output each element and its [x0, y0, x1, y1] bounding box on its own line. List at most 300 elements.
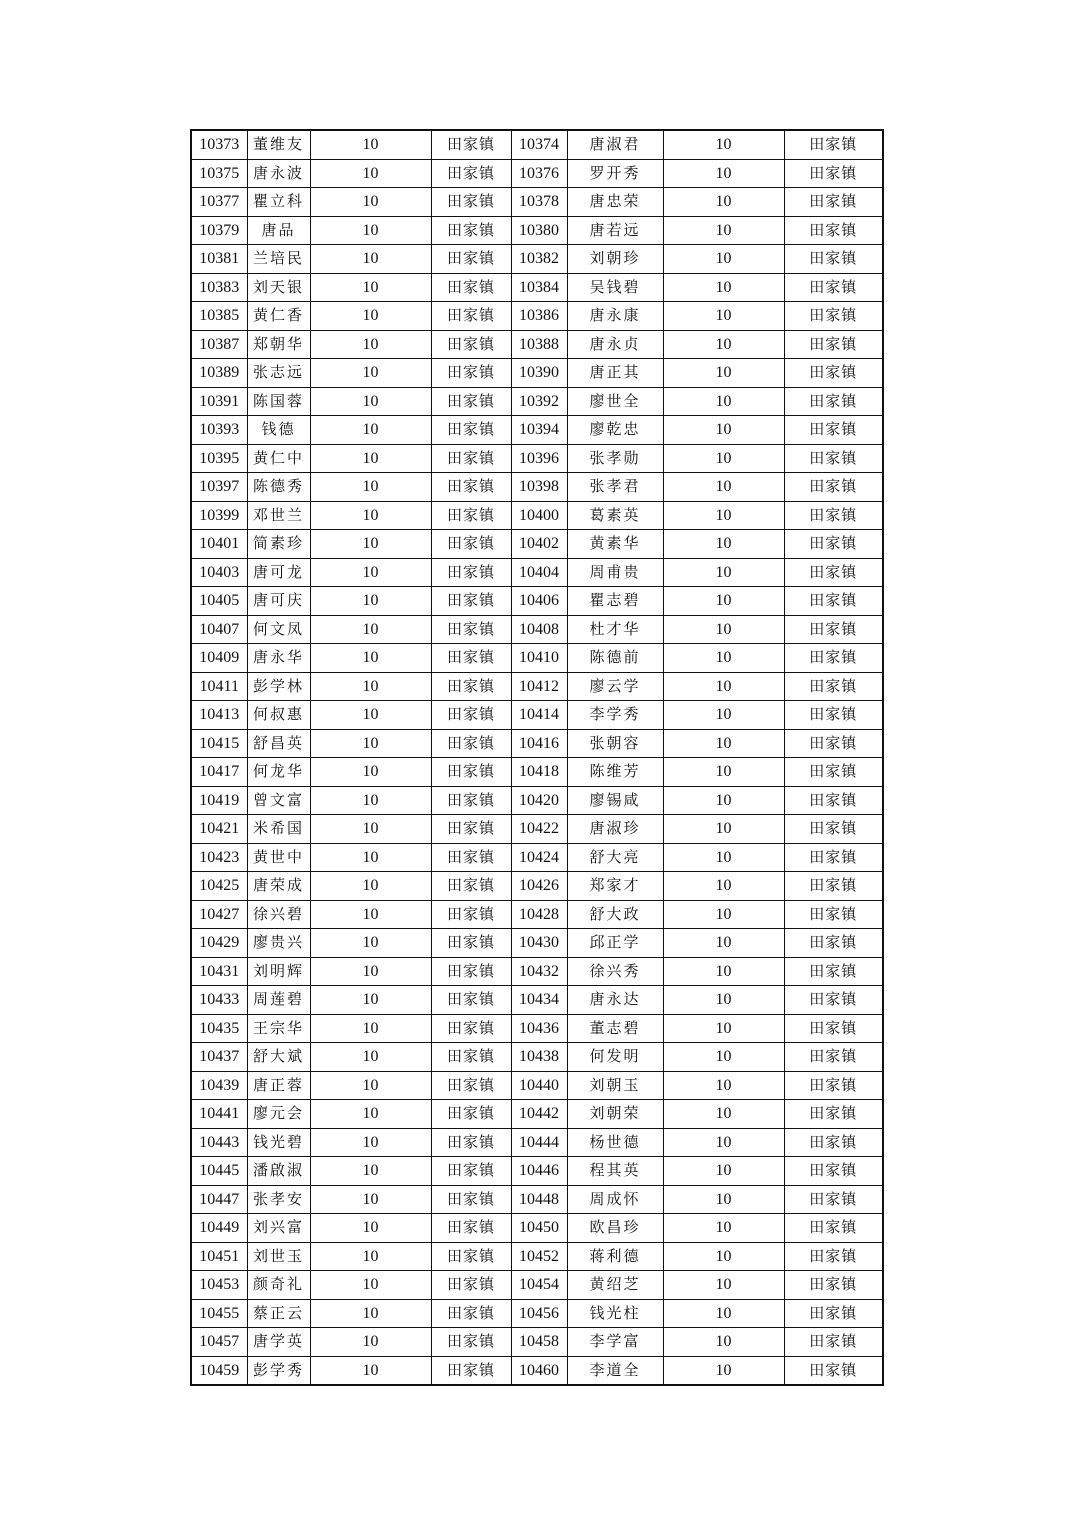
- count-value-cell: 10: [310, 359, 431, 388]
- record-id-cell: 10420: [511, 786, 567, 815]
- count-value-cell: 10: [663, 558, 784, 587]
- record-id-cell: 10374: [511, 130, 567, 159]
- table-row: [191, 1043, 883, 1072]
- table-row: [191, 1242, 883, 1271]
- person-name-cell: 颜奇礼: [247, 1271, 310, 1300]
- table-row: [191, 1100, 883, 1129]
- record-id-cell: 10459: [191, 1356, 247, 1385]
- person-name-cell: 黄仁香: [247, 302, 310, 331]
- table-row: [191, 1299, 883, 1328]
- record-id-cell: 10395: [191, 444, 247, 473]
- table-row: [191, 701, 883, 730]
- record-id-cell: 10423: [191, 843, 247, 872]
- table-row: [191, 1157, 883, 1186]
- town-name-cell: 田家镇: [784, 330, 883, 359]
- person-name-cell: 徐兴秀: [567, 957, 663, 986]
- count-value-cell: 10: [310, 957, 431, 986]
- person-name-cell: 廖贵兴: [247, 929, 310, 958]
- table-row: [191, 216, 883, 245]
- town-name-cell: 田家镇: [784, 1071, 883, 1100]
- town-name-cell: 田家镇: [784, 1014, 883, 1043]
- count-value-cell: 10: [310, 986, 431, 1015]
- count-value-cell: 10: [310, 1071, 431, 1100]
- person-name-cell: 李学富: [567, 1328, 663, 1357]
- person-name-cell: 徐兴碧: [247, 900, 310, 929]
- town-name-cell: 田家镇: [784, 957, 883, 986]
- person-name-cell: 何龙华: [247, 758, 310, 787]
- person-name-cell: 欧昌珍: [567, 1214, 663, 1243]
- count-value-cell: 10: [663, 701, 784, 730]
- record-id-cell: 10457: [191, 1328, 247, 1357]
- town-name-cell: 田家镇: [784, 615, 883, 644]
- person-name-cell: 廖云学: [567, 672, 663, 701]
- town-name-cell: 田家镇: [431, 929, 511, 958]
- person-name-cell: 杨世德: [567, 1128, 663, 1157]
- record-id-cell: 10445: [191, 1157, 247, 1186]
- person-name-cell: 黄世中: [247, 843, 310, 872]
- record-id-cell: 10421: [191, 815, 247, 844]
- count-value-cell: 10: [310, 1043, 431, 1072]
- record-id-cell: 10415: [191, 729, 247, 758]
- person-name-cell: 唐永波: [247, 159, 310, 188]
- town-name-cell: 田家镇: [431, 416, 511, 445]
- town-name-cell: 田家镇: [784, 387, 883, 416]
- count-value-cell: 10: [310, 530, 431, 559]
- town-name-cell: 田家镇: [784, 872, 883, 901]
- count-value-cell: 10: [310, 1185, 431, 1214]
- person-name-cell: 舒大斌: [247, 1043, 310, 1072]
- person-name-cell: 唐淑珍: [567, 815, 663, 844]
- record-id-cell: 10385: [191, 302, 247, 331]
- record-id-cell: 10390: [511, 359, 567, 388]
- record-id-cell: 10429: [191, 929, 247, 958]
- person-name-cell: 唐忠荣: [567, 188, 663, 217]
- table-row: [191, 444, 883, 473]
- record-id-cell: 10394: [511, 416, 567, 445]
- town-name-cell: 田家镇: [784, 1356, 883, 1385]
- record-id-cell: 10442: [511, 1100, 567, 1129]
- person-name-cell: 何文凤: [247, 615, 310, 644]
- roster-table: [190, 129, 884, 1386]
- person-name-cell: 瞿立科: [247, 188, 310, 217]
- count-value-cell: 10: [310, 130, 431, 159]
- town-name-cell: 田家镇: [784, 1128, 883, 1157]
- count-value-cell: 10: [663, 758, 784, 787]
- count-value-cell: 10: [310, 900, 431, 929]
- person-name-cell: 廖世全: [567, 387, 663, 416]
- record-id-cell: 10407: [191, 615, 247, 644]
- record-id-cell: 10416: [511, 729, 567, 758]
- town-name-cell: 田家镇: [784, 900, 883, 929]
- person-name-cell: 陈国蓉: [247, 387, 310, 416]
- person-name-cell: 周莲碧: [247, 986, 310, 1015]
- count-value-cell: 10: [310, 1356, 431, 1385]
- count-value-cell: 10: [310, 1242, 431, 1271]
- count-value-cell: 10: [310, 615, 431, 644]
- person-name-cell: 刘朝珍: [567, 245, 663, 274]
- count-value-cell: 10: [310, 1128, 431, 1157]
- count-value-cell: 10: [663, 387, 784, 416]
- town-name-cell: 田家镇: [431, 986, 511, 1015]
- town-name-cell: 田家镇: [431, 473, 511, 502]
- town-name-cell: 田家镇: [784, 530, 883, 559]
- count-value-cell: 10: [310, 701, 431, 730]
- count-value-cell: 10: [310, 159, 431, 188]
- record-id-cell: 10448: [511, 1185, 567, 1214]
- person-name-cell: 郑朝华: [247, 330, 310, 359]
- count-value-cell: 10: [663, 359, 784, 388]
- record-id-cell: 10437: [191, 1043, 247, 1072]
- person-name-cell: 陈维芳: [567, 758, 663, 787]
- record-id-cell: 10427: [191, 900, 247, 929]
- town-name-cell: 田家镇: [431, 330, 511, 359]
- town-name-cell: 田家镇: [784, 501, 883, 530]
- person-name-cell: 郑家才: [567, 872, 663, 901]
- town-name-cell: 田家镇: [784, 1043, 883, 1072]
- record-id-cell: 10458: [511, 1328, 567, 1357]
- person-name-cell: 唐若远: [567, 216, 663, 245]
- count-value-cell: 10: [310, 330, 431, 359]
- person-name-cell: 蒋利德: [567, 1242, 663, 1271]
- record-id-cell: 10400: [511, 501, 567, 530]
- table-row: [191, 245, 883, 274]
- record-id-cell: 10376: [511, 159, 567, 188]
- town-name-cell: 田家镇: [784, 1299, 883, 1328]
- person-name-cell: 刘天银: [247, 273, 310, 302]
- town-name-cell: 田家镇: [784, 1100, 883, 1129]
- town-name-cell: 田家镇: [784, 843, 883, 872]
- table-row: [191, 1214, 883, 1243]
- table-row: [191, 1328, 883, 1357]
- table-row: [191, 273, 883, 302]
- town-name-cell: 田家镇: [784, 1271, 883, 1300]
- person-name-cell: 何叔惠: [247, 701, 310, 730]
- record-id-cell: 10422: [511, 815, 567, 844]
- count-value-cell: 10: [663, 1157, 784, 1186]
- record-id-cell: 10375: [191, 159, 247, 188]
- town-name-cell: 田家镇: [431, 216, 511, 245]
- town-name-cell: 田家镇: [784, 672, 883, 701]
- record-id-cell: 10410: [511, 644, 567, 673]
- person-name-cell: 唐永贞: [567, 330, 663, 359]
- person-name-cell: 钱光柱: [567, 1299, 663, 1328]
- record-id-cell: 10443: [191, 1128, 247, 1157]
- table-row: [191, 387, 883, 416]
- town-name-cell: 田家镇: [784, 1214, 883, 1243]
- count-value-cell: 10: [663, 1014, 784, 1043]
- count-value-cell: 10: [663, 615, 784, 644]
- table-row: [191, 758, 883, 787]
- record-id-cell: 10399: [191, 501, 247, 530]
- count-value-cell: 10: [310, 729, 431, 758]
- record-id-cell: 10386: [511, 302, 567, 331]
- record-id-cell: 10440: [511, 1071, 567, 1100]
- record-id-cell: 10447: [191, 1185, 247, 1214]
- record-id-cell: 10393: [191, 416, 247, 445]
- record-id-cell: 10405: [191, 587, 247, 616]
- count-value-cell: 10: [663, 929, 784, 958]
- record-id-cell: 10389: [191, 359, 247, 388]
- table-row: [191, 929, 883, 958]
- count-value-cell: 10: [310, 1214, 431, 1243]
- town-name-cell: 田家镇: [431, 188, 511, 217]
- record-id-cell: 10397: [191, 473, 247, 502]
- town-name-cell: 田家镇: [431, 1014, 511, 1043]
- count-value-cell: 10: [663, 1356, 784, 1385]
- record-id-cell: 10391: [191, 387, 247, 416]
- table-row: [191, 359, 883, 388]
- town-name-cell: 田家镇: [431, 130, 511, 159]
- record-id-cell: 10383: [191, 273, 247, 302]
- record-id-cell: 10396: [511, 444, 567, 473]
- town-name-cell: 田家镇: [431, 615, 511, 644]
- person-name-cell: 刘朝玉: [567, 1071, 663, 1100]
- record-id-cell: 10435: [191, 1014, 247, 1043]
- record-id-cell: 10451: [191, 1242, 247, 1271]
- table-row: [191, 786, 883, 815]
- person-name-cell: 简素珍: [247, 530, 310, 559]
- person-name-cell: 唐学英: [247, 1328, 310, 1357]
- person-name-cell: 钱光碧: [247, 1128, 310, 1157]
- town-name-cell: 田家镇: [784, 245, 883, 274]
- town-name-cell: 田家镇: [431, 302, 511, 331]
- table-row: [191, 587, 883, 616]
- count-value-cell: 10: [663, 216, 784, 245]
- count-value-cell: 10: [310, 245, 431, 274]
- record-id-cell: 10431: [191, 957, 247, 986]
- person-name-cell: 唐正其: [567, 359, 663, 388]
- town-name-cell: 田家镇: [431, 273, 511, 302]
- town-name-cell: 田家镇: [431, 1271, 511, 1300]
- count-value-cell: 10: [663, 1242, 784, 1271]
- person-name-cell: 彭学林: [247, 672, 310, 701]
- count-value-cell: 10: [663, 729, 784, 758]
- record-id-cell: 10417: [191, 758, 247, 787]
- town-name-cell: 田家镇: [784, 130, 883, 159]
- town-name-cell: 田家镇: [431, 872, 511, 901]
- person-name-cell: 董维友: [247, 130, 310, 159]
- table-row: [191, 473, 883, 502]
- count-value-cell: 10: [663, 245, 784, 274]
- person-name-cell: 潘啟淑: [247, 1157, 310, 1186]
- town-name-cell: 田家镇: [431, 1157, 511, 1186]
- count-value-cell: 10: [310, 1271, 431, 1300]
- count-value-cell: 10: [310, 1100, 431, 1129]
- record-id-cell: 10398: [511, 473, 567, 502]
- record-id-cell: 10439: [191, 1071, 247, 1100]
- town-name-cell: 田家镇: [431, 843, 511, 872]
- count-value-cell: 10: [310, 216, 431, 245]
- person-name-cell: 黄素华: [567, 530, 663, 559]
- person-name-cell: 陈德前: [567, 644, 663, 673]
- town-name-cell: 田家镇: [431, 729, 511, 758]
- table-row: [191, 416, 883, 445]
- count-value-cell: 10: [663, 1185, 784, 1214]
- table-row: [191, 1014, 883, 1043]
- record-id-cell: 10387: [191, 330, 247, 359]
- town-name-cell: 田家镇: [784, 159, 883, 188]
- town-name-cell: 田家镇: [431, 1214, 511, 1243]
- town-name-cell: 田家镇: [784, 273, 883, 302]
- count-value-cell: 10: [663, 1071, 784, 1100]
- person-name-cell: 张朝容: [567, 729, 663, 758]
- record-id-cell: 10419: [191, 786, 247, 815]
- table-row: [191, 986, 883, 1015]
- record-id-cell: 10432: [511, 957, 567, 986]
- count-value-cell: 10: [663, 1328, 784, 1357]
- record-id-cell: 10384: [511, 273, 567, 302]
- town-name-cell: 田家镇: [431, 644, 511, 673]
- record-id-cell: 10392: [511, 387, 567, 416]
- table-row: [191, 900, 883, 929]
- count-value-cell: 10: [663, 843, 784, 872]
- count-value-cell: 10: [663, 530, 784, 559]
- town-name-cell: 田家镇: [784, 729, 883, 758]
- table-row: [191, 872, 883, 901]
- person-name-cell: 彭学秀: [247, 1356, 310, 1385]
- person-name-cell: 张孝勋: [567, 444, 663, 473]
- town-name-cell: 田家镇: [431, 1242, 511, 1271]
- count-value-cell: 10: [663, 1043, 784, 1072]
- town-name-cell: 田家镇: [784, 188, 883, 217]
- person-name-cell: 邱正学: [567, 929, 663, 958]
- town-name-cell: 田家镇: [431, 672, 511, 701]
- record-id-cell: 10438: [511, 1043, 567, 1072]
- count-value-cell: 10: [310, 387, 431, 416]
- town-name-cell: 田家镇: [784, 701, 883, 730]
- person-name-cell: 唐正蓉: [247, 1071, 310, 1100]
- town-name-cell: 田家镇: [431, 387, 511, 416]
- person-name-cell: 张孝君: [567, 473, 663, 502]
- record-id-cell: 10411: [191, 672, 247, 701]
- person-name-cell: 吴钱碧: [567, 273, 663, 302]
- count-value-cell: 10: [663, 330, 784, 359]
- town-name-cell: 田家镇: [431, 444, 511, 473]
- count-value-cell: 10: [663, 900, 784, 929]
- town-name-cell: 田家镇: [431, 900, 511, 929]
- count-value-cell: 10: [663, 872, 784, 901]
- town-name-cell: 田家镇: [431, 1100, 511, 1129]
- table-row: [191, 1128, 883, 1157]
- person-name-cell: 黄仁中: [247, 444, 310, 473]
- table-row: [191, 302, 883, 331]
- count-value-cell: 10: [663, 416, 784, 445]
- record-id-cell: 10380: [511, 216, 567, 245]
- town-name-cell: 田家镇: [784, 786, 883, 815]
- person-name-cell: 张志远: [247, 359, 310, 388]
- town-name-cell: 田家镇: [431, 815, 511, 844]
- person-name-cell: 陈德秀: [247, 473, 310, 502]
- record-id-cell: 10450: [511, 1214, 567, 1243]
- count-value-cell: 10: [310, 473, 431, 502]
- table-row: [191, 644, 883, 673]
- count-value-cell: 10: [663, 672, 784, 701]
- town-name-cell: 田家镇: [431, 1185, 511, 1214]
- person-name-cell: 刘朝荣: [567, 1100, 663, 1129]
- town-name-cell: 田家镇: [784, 1328, 883, 1357]
- person-name-cell: 何发明: [567, 1043, 663, 1072]
- town-name-cell: 田家镇: [431, 359, 511, 388]
- town-name-cell: 田家镇: [784, 758, 883, 787]
- count-value-cell: 10: [310, 672, 431, 701]
- count-value-cell: 10: [310, 501, 431, 530]
- town-name-cell: 田家镇: [431, 501, 511, 530]
- count-value-cell: 10: [663, 786, 784, 815]
- count-value-cell: 10: [310, 815, 431, 844]
- person-name-cell: 刘明辉: [247, 957, 310, 986]
- table-row: [191, 1356, 883, 1385]
- count-value-cell: 10: [310, 416, 431, 445]
- town-name-cell: 田家镇: [784, 302, 883, 331]
- record-id-cell: 10425: [191, 872, 247, 901]
- table-row: [191, 188, 883, 217]
- person-name-cell: 杜才华: [567, 615, 663, 644]
- count-value-cell: 10: [663, 957, 784, 986]
- count-value-cell: 10: [663, 1271, 784, 1300]
- person-name-cell: 唐可庆: [247, 587, 310, 616]
- person-name-cell: 李学秀: [567, 701, 663, 730]
- person-name-cell: 米希国: [247, 815, 310, 844]
- person-name-cell: 邓世兰: [247, 501, 310, 530]
- town-name-cell: 田家镇: [784, 216, 883, 245]
- count-value-cell: 10: [310, 558, 431, 587]
- record-id-cell: 10413: [191, 701, 247, 730]
- table-row: [191, 1185, 883, 1214]
- town-name-cell: 田家镇: [431, 1128, 511, 1157]
- count-value-cell: 10: [310, 273, 431, 302]
- count-value-cell: 10: [663, 1299, 784, 1328]
- person-name-cell: 兰培民: [247, 245, 310, 274]
- person-name-cell: 董志碧: [567, 1014, 663, 1043]
- town-name-cell: 田家镇: [431, 1299, 511, 1328]
- count-value-cell: 10: [310, 1328, 431, 1357]
- count-value-cell: 10: [310, 1014, 431, 1043]
- count-value-cell: 10: [663, 473, 784, 502]
- count-value-cell: 10: [663, 644, 784, 673]
- person-name-cell: 李道全: [567, 1356, 663, 1385]
- town-name-cell: 田家镇: [784, 815, 883, 844]
- town-name-cell: 田家镇: [431, 758, 511, 787]
- table-row: [191, 729, 883, 758]
- town-name-cell: 田家镇: [784, 444, 883, 473]
- record-id-cell: 10414: [511, 701, 567, 730]
- record-id-cell: 10433: [191, 986, 247, 1015]
- table-row: [191, 130, 883, 159]
- record-id-cell: 10456: [511, 1299, 567, 1328]
- record-id-cell: 10382: [511, 245, 567, 274]
- person-name-cell: 曾文富: [247, 786, 310, 815]
- person-name-cell: 钱德: [247, 416, 310, 445]
- person-name-cell: 舒大亮: [567, 843, 663, 872]
- record-id-cell: 10460: [511, 1356, 567, 1385]
- town-name-cell: 田家镇: [431, 558, 511, 587]
- town-name-cell: 田家镇: [784, 359, 883, 388]
- person-name-cell: 黄绍芝: [567, 1271, 663, 1300]
- record-id-cell: 10401: [191, 530, 247, 559]
- count-value-cell: 10: [663, 501, 784, 530]
- record-id-cell: 10444: [511, 1128, 567, 1157]
- town-name-cell: 田家镇: [431, 701, 511, 730]
- person-name-cell: 张孝安: [247, 1185, 310, 1214]
- record-id-cell: 10388: [511, 330, 567, 359]
- record-id-cell: 10418: [511, 758, 567, 787]
- table-row: [191, 159, 883, 188]
- town-name-cell: 田家镇: [784, 473, 883, 502]
- record-id-cell: 10434: [511, 986, 567, 1015]
- count-value-cell: 10: [663, 1214, 784, 1243]
- person-name-cell: 唐永康: [567, 302, 663, 331]
- record-id-cell: 10409: [191, 644, 247, 673]
